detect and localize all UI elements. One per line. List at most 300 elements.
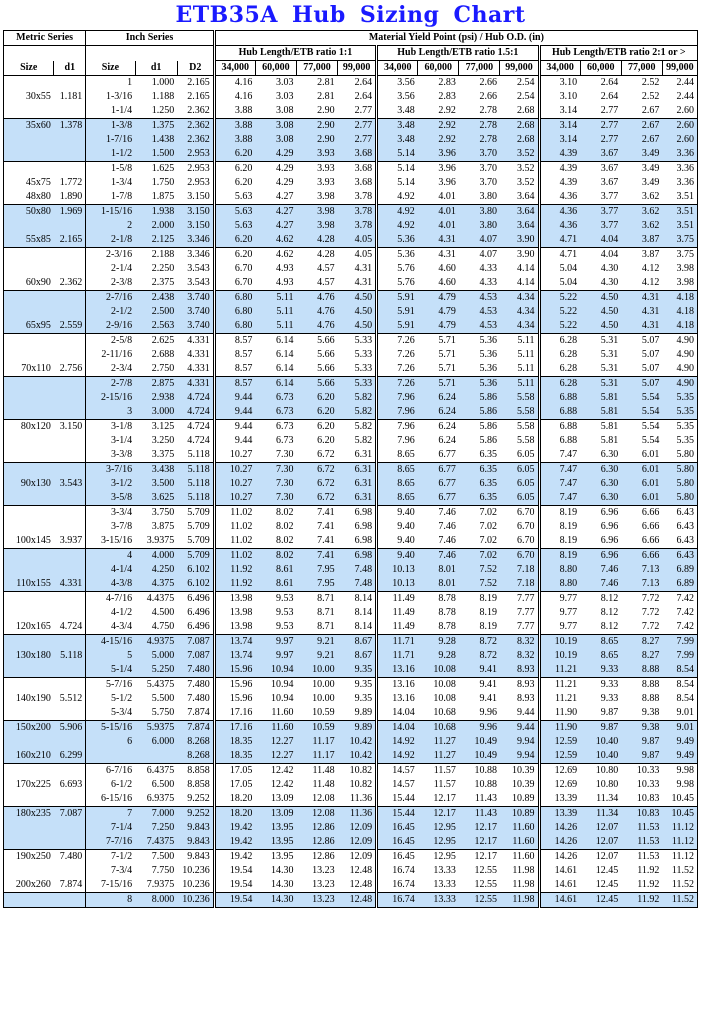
hub-od-cell: 7.72: [641, 621, 660, 632]
hub-od-cell: 11.98: [500, 893, 539, 908]
inch-d2-cell: 5.709: [177, 506, 214, 521]
hub-od-cell: 4.79: [418, 305, 459, 319]
hub-od-cell: 12.86: [296, 821, 337, 835]
inch-d1-cell: 3.438: [135, 463, 177, 478]
hub-od-cell: 12.09: [338, 821, 377, 835]
hub-od-cell: 4.31: [418, 233, 459, 248]
inch-d1-cell: 1.250: [151, 105, 175, 116]
hub-od-cell: 3.49: [621, 147, 662, 162]
hub-od-cell: 3.75: [662, 233, 697, 248]
hub-od-cell: 7.96: [377, 405, 418, 420]
hub-od-cell: 10.49: [459, 749, 500, 764]
hub-od-cell: 3.62: [641, 191, 660, 202]
metric-d1-cell: 4.724: [59, 621, 83, 632]
hub-od-cell: 11.52: [662, 893, 697, 908]
hub-od-cell: 6.70: [214, 262, 255, 276]
metric-series-header: Metric Series: [4, 31, 86, 46]
inch-d1-cell: 3.875: [151, 521, 175, 532]
hub-od-cell: 3.80: [479, 191, 497, 202]
hub-od-cell: 7.46: [580, 563, 621, 577]
hub-od-cell: 11.02: [214, 520, 255, 534]
hub-od-cell: 3.52: [500, 162, 539, 177]
metric-d1-cell: [54, 520, 86, 534]
hub-od-cell: 10.40: [580, 749, 621, 764]
hub-od-cell: 13.09: [270, 793, 294, 804]
inch-d1-cell: 3.500: [135, 477, 177, 491]
hub-od-cell: 3.77: [600, 191, 619, 202]
table-row: [4, 792, 698, 807]
metric-size-cell: 120x165: [4, 620, 54, 635]
metric-d1-cell: 2.362: [59, 277, 83, 288]
hub-od-cell: 11.49: [377, 620, 418, 635]
inch-d1-cell: 5.250: [135, 663, 177, 678]
hub-od-cell: 11.90: [539, 706, 580, 721]
hub-od-cell: 5.58: [517, 435, 535, 446]
metric-d1-cell: 7.087: [54, 807, 86, 822]
hub-od-cell: 14.92: [377, 749, 418, 764]
table-row: [4, 520, 698, 534]
metric-d1-cell: [54, 334, 86, 349]
hub-od-cell: 6.66: [641, 535, 660, 546]
inch-d2-cell: 2.362: [187, 105, 210, 116]
table-row: [4, 678, 698, 693]
hub-od-cell: 7.02: [459, 549, 500, 564]
hub-od-cell: 10.08: [418, 663, 459, 678]
hub-od-cell: 5.54: [621, 405, 662, 420]
hub-od-cell: 6.28: [539, 334, 580, 349]
metric-d1-cell: [54, 248, 86, 263]
hub-od-cell: 10.00: [296, 678, 337, 693]
hub-od-cell: 11.57: [433, 779, 456, 790]
hub-od-cell: 5.33: [338, 377, 377, 392]
hub-od-cell: 2.90: [296, 133, 337, 147]
hub-od-cell: 8.80: [539, 563, 580, 577]
inch-d2-cell: 7.087: [177, 649, 214, 663]
hub-od-cell: 6.89: [662, 577, 697, 592]
hub-od-cell: 10.27: [214, 477, 255, 491]
hub-od-cell: 8.27: [621, 649, 662, 663]
hub-od-cell: 4.31: [418, 248, 459, 263]
metric-size-cell: [4, 678, 54, 693]
table-row: [4, 405, 698, 420]
hub-od-cell: 16.45: [377, 821, 418, 835]
hub-od-cell: 3.14: [539, 104, 580, 119]
table-row: [4, 749, 698, 764]
inch-d2-cell: 6.496: [187, 621, 210, 632]
metric-d1-cell: [54, 147, 86, 162]
inch-d1-cell: 7.000: [135, 807, 177, 822]
hub-od-cell: 10.00: [312, 693, 335, 704]
hub-od-cell: 11.12: [662, 835, 697, 850]
table-row: [4, 549, 698, 564]
hub-od-cell: 3.68: [338, 162, 377, 177]
hub-od-cell: 15.96: [214, 663, 255, 678]
inch-d2-cell: 7.480: [177, 678, 214, 693]
metric-d1-cell: [54, 348, 86, 362]
hub-od-cell: 9.40: [377, 520, 418, 534]
psi-col-header: 60,000: [418, 61, 459, 76]
hub-od-cell: 7.42: [662, 606, 697, 620]
hub-od-cell: 8.19: [539, 549, 580, 564]
inch-size-cell: 3-15/16: [86, 534, 135, 549]
hub-od-cell: 6.72: [296, 491, 337, 506]
metric-d1-cell: [54, 219, 86, 233]
metric-size-cell: 80x120: [4, 420, 54, 435]
metric-d1-cell: [54, 678, 86, 693]
hub-od-cell: 4.01: [438, 191, 456, 202]
hub-od-cell: 4.33: [479, 263, 497, 274]
hub-od-cell: 9.33: [600, 693, 619, 704]
inch-d2-cell: 8.268: [177, 735, 214, 749]
hub-od-cell: 7.41: [296, 549, 337, 564]
hub-od-cell: 4.31: [354, 263, 373, 274]
hub-od-cell: 5.07: [641, 349, 660, 360]
hub-od-cell: 8.12: [600, 621, 619, 632]
hub-od-cell: 19.54: [214, 878, 255, 893]
hub-od-cell: 8.27: [621, 635, 662, 650]
metric-size-cell: 65x95: [4, 319, 54, 334]
hub-od-cell: 4.18: [662, 319, 697, 334]
hub-od-cell: 7.96: [377, 420, 418, 435]
hub-od-cell: 7.95: [296, 577, 337, 592]
hub-od-cell: 9.96: [479, 707, 497, 718]
hub-od-cell: 2.60: [662, 133, 697, 147]
inch-d2-cell: 6.496: [187, 607, 210, 618]
hub-od-cell: 15.96: [214, 678, 255, 693]
hub-od-cell: 2.77: [600, 105, 619, 116]
hub-od-cell: 6.30: [600, 449, 619, 460]
hub-od-cell: 10.45: [662, 807, 697, 822]
material-header: Material Yield Point (psi) / Hub O.D. (in): [214, 31, 697, 46]
hub-od-cell: 4.53: [459, 305, 500, 319]
metric-d1-cell: 3.543: [54, 477, 86, 491]
inch-size-cell: 7-1/4: [86, 821, 135, 835]
metric-d1-cell: 1.181: [59, 91, 83, 102]
hub-od-cell: 2.52: [621, 76, 662, 91]
inch-d2-cell: 3.346: [177, 248, 214, 263]
inch-size-cell: 5-3/4: [86, 706, 135, 721]
hub-od-cell: 10.49: [459, 735, 500, 749]
inch-d2-cell: 10.236: [182, 865, 210, 876]
metric-d1-cell: [54, 405, 86, 420]
table-row: [4, 821, 698, 835]
hub-od-cell: 3.93: [296, 162, 337, 177]
hub-od-cell: 11.92: [214, 577, 255, 592]
hub-od-cell: 6.88: [539, 434, 580, 448]
hub-od-cell: 11.98: [512, 865, 535, 876]
hub-od-cell: 6.73: [255, 405, 296, 420]
hub-od-cell: 4.27: [255, 219, 296, 233]
hub-od-cell: 4.71: [539, 233, 580, 248]
hub-od-cell: 11.02: [214, 549, 255, 564]
hub-od-cell: 8.65: [377, 477, 418, 491]
table-row: [4, 635, 698, 650]
hub-od-cell: 2.90: [296, 119, 337, 134]
table-row: [4, 893, 698, 908]
hub-od-cell: 7.30: [255, 477, 296, 491]
inch-d2-cell: 9.843: [177, 850, 214, 865]
hub-od-cell: 4.39: [539, 176, 580, 190]
hub-od-cell: 3.08: [275, 105, 294, 116]
hub-od-cell: 6.72: [296, 463, 337, 478]
metric-d1-cell: 2.165: [54, 233, 86, 248]
hub-od-cell: 18.20: [214, 807, 255, 822]
metric-size-header-cell: [4, 46, 86, 61]
hub-od-cell: 4.28: [296, 248, 337, 263]
hub-od-cell: 8.65: [377, 448, 418, 463]
hub-od-cell: 6.66: [621, 549, 662, 564]
hub-od-cell: 3.80: [459, 219, 500, 233]
inch-d1-cell: 1.750: [151, 177, 175, 188]
hub-od-cell: 3.36: [662, 162, 697, 177]
hub-od-cell: 5.07: [621, 377, 662, 392]
inch-d1-cell: 7.750: [151, 865, 175, 876]
inch-d1-cell: 1.625: [135, 162, 177, 177]
hub-od-cell: 3.56: [377, 76, 418, 91]
table-row: [4, 706, 698, 721]
hub-od-cell: 2.90: [317, 105, 335, 116]
metric-size-cell: 48x80: [4, 190, 54, 205]
hub-od-cell: 19.42: [214, 835, 255, 850]
table-row: [4, 176, 698, 190]
hub-sizing-table: [3, 30, 698, 908]
metric-size-cell: [4, 893, 54, 908]
ratio-1-header: Hub Length/ETB ratio 1:1: [214, 46, 376, 61]
hub-od-cell: 11.17: [296, 749, 337, 764]
hub-od-cell: 16.74: [377, 878, 418, 893]
hub-od-cell: 7.96: [377, 391, 418, 405]
hub-od-cell: 4.92: [377, 190, 418, 205]
metric-d1-cell: [54, 491, 86, 506]
hub-od-cell: 9.77: [539, 620, 580, 635]
hub-od-cell: 12.59: [539, 749, 580, 764]
table-row: [4, 778, 698, 792]
hub-od-cell: 2.54: [500, 76, 539, 91]
table-row: [4, 735, 698, 749]
table-row: [4, 119, 698, 134]
hub-od-cell: 6.43: [662, 506, 697, 521]
metric-d1-cell: [54, 262, 86, 276]
hub-od-cell: 8.67: [338, 649, 377, 663]
hub-od-cell: 11.49: [377, 592, 418, 607]
hub-od-cell: 5.81: [580, 405, 621, 420]
hub-od-cell: 8.01: [418, 563, 459, 577]
inch-d2-col-header: D2: [177, 61, 214, 76]
metric-d1-cell: [54, 133, 86, 147]
hub-od-cell: 6.24: [438, 435, 456, 446]
inch-size-cell: 7-3/4: [86, 864, 135, 878]
metric-d1-cell: 7.874: [59, 879, 83, 890]
metric-d1-cell: [54, 549, 86, 564]
hub-od-cell: 16.45: [377, 835, 418, 850]
inch-d1-cell: 2.563: [135, 319, 177, 334]
hub-od-cell: 6.98: [354, 521, 373, 532]
inch-size-cell: 4: [86, 549, 135, 564]
hub-od-cell: 4.34: [500, 305, 539, 319]
hub-od-cell: 2.92: [438, 105, 456, 116]
hub-od-cell: 2.77: [580, 119, 621, 134]
hub-od-cell: 12.17: [433, 793, 456, 804]
hub-od-cell: 10.19: [539, 635, 580, 650]
table-row: [4, 334, 698, 349]
metric-d1-cell: [54, 735, 86, 749]
hub-od-cell: 8.14: [354, 621, 373, 632]
hub-od-cell: 4.34: [500, 291, 539, 306]
hub-od-cell: 5.76: [377, 276, 418, 291]
hub-od-cell: 10.94: [255, 678, 296, 693]
hub-od-cell: 4.50: [580, 319, 621, 334]
inch-d2-cell: 7.874: [177, 721, 214, 736]
hub-od-cell: 9.44: [214, 405, 255, 420]
inch-d1-cell: 5.4375: [135, 678, 177, 693]
hub-od-cell: 5.63: [214, 219, 255, 233]
metric-d1-cell: 5.118: [54, 649, 86, 663]
hub-od-cell: 5.11: [500, 334, 539, 349]
inch-size-cell: 1-3/4: [86, 176, 135, 190]
hub-od-cell: 11.53: [621, 821, 662, 835]
inch-d1-cell: 1.500: [135, 147, 177, 162]
hub-od-cell: 11.92: [637, 865, 660, 876]
metric-d1-cell: [54, 305, 86, 319]
hub-od-cell: 6.01: [621, 491, 662, 506]
hub-od-cell: 6.43: [662, 520, 697, 534]
hub-od-cell: 4.33: [479, 277, 497, 288]
hub-od-cell: 12.17: [418, 807, 459, 822]
hub-od-cell: 16.74: [377, 893, 418, 908]
hub-od-cell: 3.49: [621, 162, 662, 177]
hub-od-cell: 5.31: [580, 377, 621, 392]
metric-d1-cell: 5.512: [59, 693, 83, 704]
hub-od-cell: 5.81: [580, 420, 621, 435]
hub-od-cell: 6.35: [479, 449, 497, 460]
metric-d1-cell: 1.378: [54, 119, 86, 134]
hub-od-cell: 7.42: [662, 620, 697, 635]
hub-od-cell: 8.78: [438, 607, 456, 618]
hub-od-cell: 5.11: [517, 349, 535, 360]
hub-od-cell: 4.27: [275, 191, 294, 202]
hub-od-cell: 6.20: [214, 147, 255, 162]
hub-od-cell: 3.68: [338, 147, 377, 162]
hub-od-cell: 3.77: [580, 205, 621, 220]
hub-od-cell: 2.60: [662, 104, 697, 119]
hub-od-cell: 8.67: [338, 635, 377, 650]
hub-od-cell: 8.57: [214, 348, 255, 362]
metric-d1-col-header: d1: [54, 61, 86, 76]
table-row: [4, 391, 698, 405]
hub-od-cell: 6.77: [418, 491, 459, 506]
inch-d2-cell: 4.724: [187, 435, 210, 446]
hub-od-cell: 3.08: [255, 119, 296, 134]
hub-od-cell: 10.59: [312, 707, 335, 718]
hub-od-cell: 10.33: [636, 779, 660, 790]
hub-od-cell: 7.47: [539, 448, 580, 463]
metric-d1-cell: 4.331: [54, 577, 86, 592]
hub-od-cell: 4.76: [296, 291, 337, 306]
metric-d1-cell: 1.890: [59, 191, 83, 202]
hub-od-cell: 4.04: [580, 233, 621, 248]
hub-od-cell: 8.65: [580, 649, 621, 663]
inch-d2-cell: 4.331: [177, 334, 214, 349]
hub-od-cell: 5.86: [459, 420, 500, 435]
inch-d1-cell: 7.4375: [135, 835, 177, 850]
hub-od-cell: 6.98: [338, 549, 377, 564]
hub-od-cell: 9.35: [354, 693, 373, 704]
hub-od-cell: 7.99: [662, 635, 697, 650]
metric-size-cell: [4, 76, 54, 91]
hub-od-cell: 9.87: [621, 749, 662, 764]
hub-od-cell: 5.82: [338, 405, 377, 420]
hub-od-cell: 6.72: [317, 449, 335, 460]
hub-od-cell: 8.65: [377, 491, 418, 506]
hub-od-cell: 3.08: [255, 133, 296, 147]
hub-od-cell: 13.33: [433, 865, 456, 876]
hub-od-cell: 14.26: [539, 850, 580, 865]
hub-od-cell: 5.58: [500, 405, 539, 420]
hub-od-cell: 5.14: [377, 147, 418, 162]
table-row: [4, 348, 698, 362]
hub-od-cell: 12.48: [349, 865, 373, 876]
hub-od-cell: 8.71: [317, 607, 335, 618]
hub-od-cell: 4.62: [255, 233, 296, 248]
hub-od-cell: 7.95: [296, 563, 337, 577]
hub-od-cell: 3.75: [662, 248, 697, 263]
hub-od-cell: 6.20: [317, 435, 335, 446]
inch-d2-cell: 5.709: [187, 521, 210, 532]
metric-size-cell: 200x260: [4, 878, 54, 893]
inch-size-cell: 2-11/16: [86, 348, 135, 362]
inch-d1-cell: 4.500: [151, 607, 175, 618]
hub-od-cell: 8.19: [459, 592, 500, 607]
hub-od-cell: 9.44: [214, 420, 255, 435]
inch-d1-cell: 1.875: [151, 191, 175, 202]
hub-od-cell: 12.09: [338, 850, 377, 865]
hub-od-cell: 6.14: [255, 334, 296, 349]
hub-od-cell: 10.13: [377, 577, 418, 592]
hub-od-cell: 5.54: [621, 420, 662, 435]
metric-size-cell: 170x225: [4, 778, 54, 792]
metric-d1-cell: [54, 592, 86, 607]
hub-od-cell: 3.36: [662, 176, 697, 190]
hub-od-cell: 10.89: [512, 793, 535, 804]
hub-od-cell: 7.77: [517, 621, 535, 632]
hub-od-cell: 12.48: [349, 879, 373, 890]
psi-col-header: 60,000: [580, 61, 621, 76]
hub-od-cell: 11.21: [539, 692, 580, 706]
hub-od-cell: 3.88: [214, 133, 255, 147]
table-row: [4, 434, 698, 448]
hub-od-cell: 4.05: [338, 233, 377, 248]
hub-od-cell: 5.11: [255, 305, 296, 319]
hub-od-cell: 11.34: [596, 793, 619, 804]
hub-od-cell: 6.14: [275, 349, 294, 360]
hub-od-cell: 10.40: [580, 735, 621, 749]
hub-od-cell: 8.19: [539, 534, 580, 549]
metric-size-cell: 70x110: [4, 362, 54, 377]
hub-od-cell: 2.77: [338, 119, 377, 134]
inch-d1-cell: 7.250: [135, 821, 177, 835]
hub-od-cell: 6.30: [580, 477, 621, 491]
inch-d1-cell: 2.250: [151, 263, 175, 274]
hub-od-cell: 9.53: [275, 607, 294, 618]
inch-size-cell: 7-15/16: [86, 878, 135, 893]
hub-od-cell: 9.33: [580, 663, 621, 678]
inch-d1-cell: 4.750: [151, 621, 175, 632]
hub-od-cell: 8.32: [500, 649, 539, 663]
hub-od-cell: 3.67: [580, 147, 621, 162]
psi-col-header: 34,000: [539, 61, 580, 76]
inch-size-cell: 6-7/16: [86, 764, 135, 779]
metric-d1-cell: 7.480: [54, 850, 86, 865]
